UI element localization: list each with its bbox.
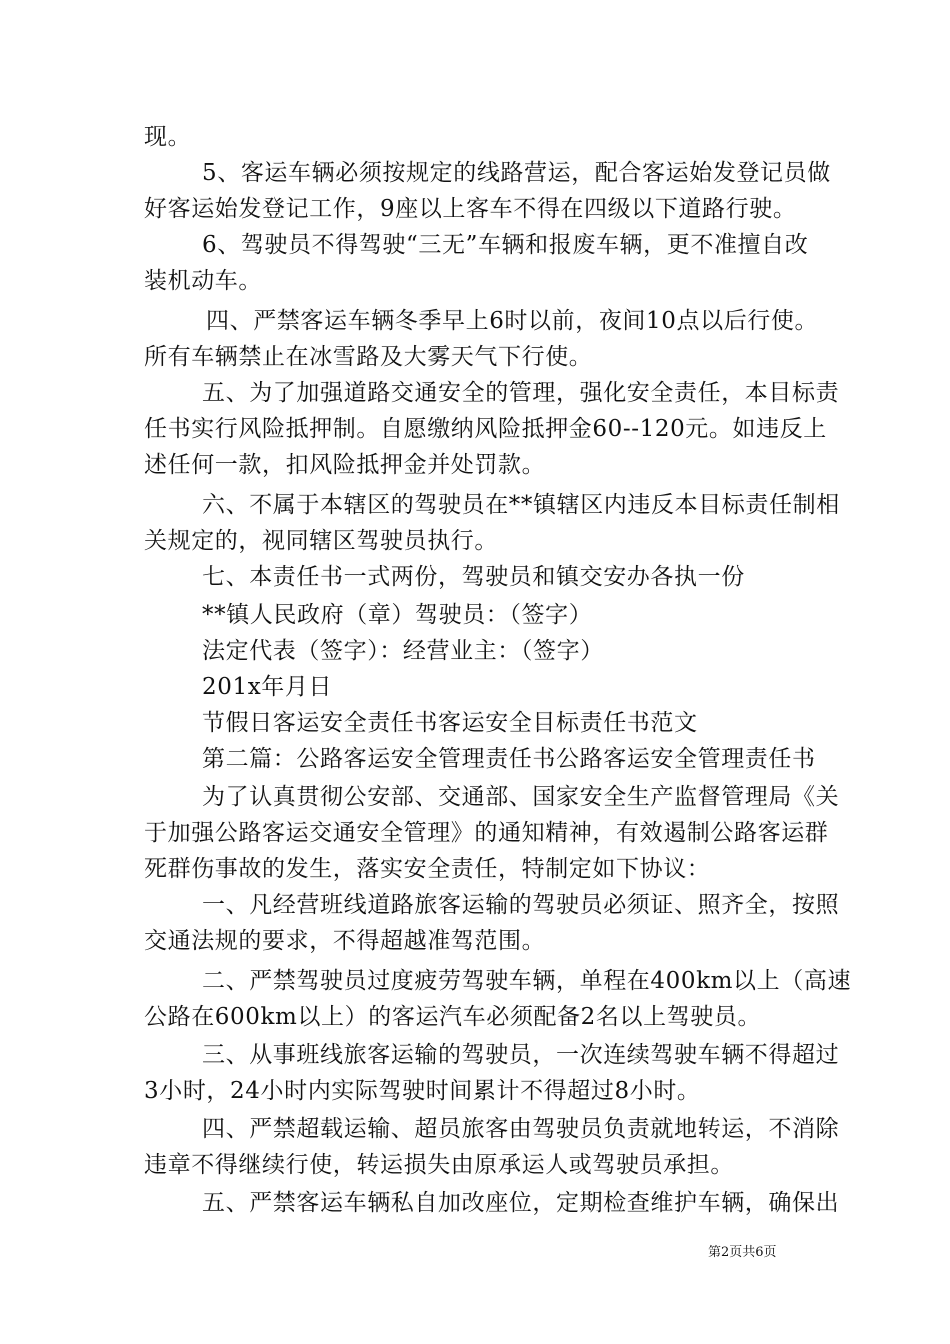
- text-line: 所有车辆禁止在冰雪路及大雾天气下行使。: [144, 344, 593, 370]
- text-line: 五、为了加强道路交通安全的管理，强化安全责任，本目标责: [202, 380, 840, 406]
- text-line: 3小时，24小时内实际驾驶时间累计不得超过8小时。: [144, 1078, 701, 1104]
- text-line: 公路在600km以上）的客运汽车必须配备2名以上驾驶员。: [144, 1004, 762, 1030]
- text-line: 现。: [144, 124, 192, 150]
- text-line: 关规定的，视同辖区驾驶员执行。: [144, 528, 498, 554]
- text-line: 节假日客运安全责任书客运安全目标责任书范文: [202, 710, 698, 736]
- text-line: 装机动车。: [144, 268, 262, 294]
- text-line: 违章不得继续行使，转运损失由原承运人或驾驶员承担。: [144, 1152, 734, 1178]
- text-line: 6、驾驶员不得驾驶“三无”车辆和报废车辆，更不准擅自改: [202, 232, 809, 258]
- page-number: 第2页共6页: [708, 1245, 777, 1260]
- text-line: **镇人民政府（章）驾驶员：（签字）: [202, 602, 593, 628]
- text-line: 一、凡经营班线道路旅客运输的驾驶员必须证、照齐全，按照: [202, 892, 840, 918]
- text-line: 5、客运车辆必须按规定的线路营运，配合客运始发登记员做: [202, 160, 831, 186]
- text-line: 201x年月日: [202, 674, 333, 700]
- text-line: 七、本责任书一式两份，驾驶员和镇交安办各执一份: [202, 564, 745, 590]
- text-line: 为了认真贯彻公安部、交通部、国家安全生产监督管理局《关: [202, 784, 840, 810]
- text-line: 二、严禁驾驶员过度疲劳驾驶车辆，单程在400km以上（高速: [202, 968, 852, 994]
- text-line: 四、严禁客运车辆冬季早上6时以前，夜间10点以后行使。: [206, 308, 819, 334]
- text-line: 交通法规的要求，不得超越准驾范围。: [144, 928, 546, 954]
- text-line: 六、不属于本辖区的驾驶员在**镇辖区内违反本目标责任制相: [202, 492, 840, 518]
- text-line: 死群伤事故的发生，落实安全责任，特制定如下协议：: [144, 856, 711, 882]
- text-line: 五、严禁客运车辆私自加改座位，定期检查维护车辆，确保出: [202, 1190, 840, 1216]
- text-line: 述任何一款，扣风险抵押金并处罚款。: [144, 452, 546, 478]
- text-line: 任书实行风险抵押制。自愿缴纳风险抵押金60--120元。如违反上: [144, 416, 827, 442]
- text-line: 好客运始发登记工作，9座以上客车不得在四级以下道路行驶。: [144, 196, 797, 222]
- text-line: 法定代表（签字）：经营业主：（签字）: [202, 638, 604, 664]
- section-heading: 第二篇：公路客运安全管理责任书公路客运安全管理责任书: [202, 746, 816, 772]
- text-line: 于加强公路客运交通安全管理》的通知精神，有效遏制公路客运群: [144, 820, 829, 846]
- text-line: 四、严禁超载运输、超员旅客由驾驶员负责就地转运，不消除: [202, 1116, 840, 1142]
- text-line: 三、从事班线旅客运输的驾驶员，一次连续驾驶车辆不得超过: [202, 1042, 840, 1068]
